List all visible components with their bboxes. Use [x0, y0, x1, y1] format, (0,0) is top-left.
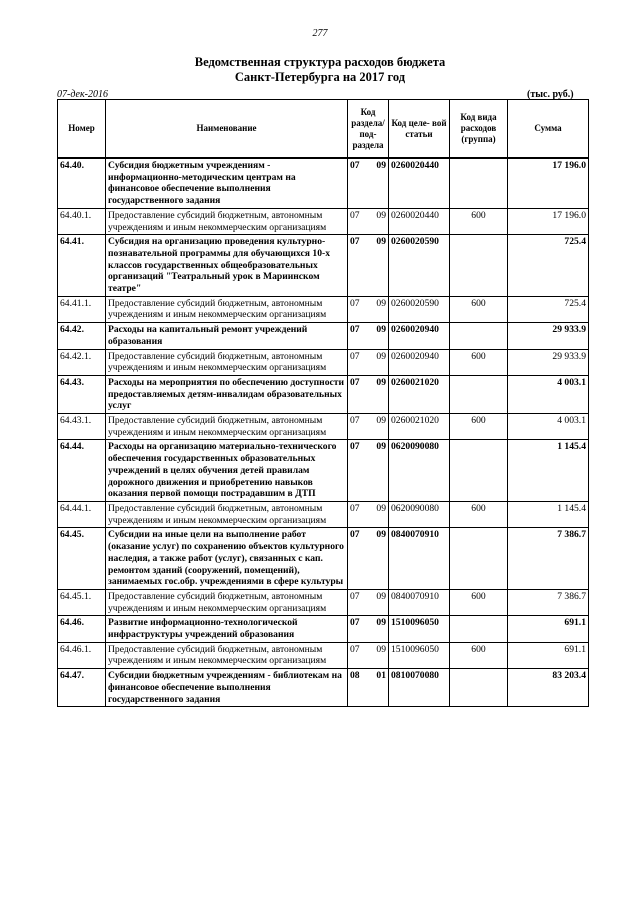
row-expense-type: 600	[450, 589, 508, 615]
col-header-type: Код вида расходов (группа)	[450, 100, 508, 159]
row-name: Предоставление субсидий бюджетным, автономным учреждениям и иным некоммерческим организациям	[106, 642, 348, 668]
row-number: 64.42.1.	[58, 349, 106, 375]
row-article-code: 0810070080	[389, 669, 450, 707]
subsection-code: 09	[376, 502, 386, 514]
row-expense-type: 600	[450, 208, 508, 234]
section-code: 07	[350, 209, 360, 221]
row-name: Субсидии на иные цели на выполнение работ (оказание услуг) по сохранению объектов культурного наследия, а также работ (услуг), связанных с кап. ремонтом зданий (сооружений, помещений), занимаемых гос.обр. учреждениями в сфере культуры	[106, 528, 348, 590]
row-expense-type: 600	[450, 642, 508, 668]
row-number: 64.46.1.	[58, 642, 106, 668]
row-number: 64.41.1.	[58, 296, 106, 322]
row-name: Расходы на капитальный ремонт учреждений образования	[106, 323, 348, 349]
subsection-code: 09	[376, 415, 386, 427]
row-sum: 725.4	[508, 235, 589, 297]
table-row	[58, 349, 589, 375]
row-name: Предоставление субсидий бюджетным, автономным учреждениям и иным некоммерческим организациям	[106, 501, 348, 527]
row-article-code: 0840070910	[389, 589, 450, 615]
col-header-number: Номер	[58, 100, 106, 159]
row-expense-type: 600	[450, 349, 508, 375]
row-sum: 83 203.4	[508, 669, 589, 707]
row-number: 64.44.	[58, 440, 106, 502]
title-line-2: Санкт-Петербурга на 2017 год	[234, 70, 406, 84]
table-row	[58, 235, 589, 297]
col-header-sum: Сумма	[508, 100, 589, 159]
row-section-code	[348, 440, 389, 502]
table-header-row	[58, 100, 589, 159]
row-section-code	[348, 589, 389, 615]
row-section-code	[348, 296, 389, 322]
row-expense-type	[450, 669, 508, 707]
row-article-code: 0620090080	[389, 501, 450, 527]
row-sum: 691.1	[508, 642, 589, 668]
row-section-code	[348, 642, 389, 668]
row-sum: 17 196.0	[508, 208, 589, 234]
row-number: 64.43.1.	[58, 414, 106, 440]
section-code: 07	[350, 529, 360, 541]
units-label: (тыс. руб.)	[527, 89, 574, 100]
col-header-article: Код целе- вой статьи	[389, 100, 450, 159]
subsection-code: 09	[376, 350, 386, 362]
row-article-code: 0840070910	[389, 528, 450, 590]
subsection-code: 09	[376, 324, 386, 336]
row-section-code	[348, 375, 389, 413]
document-date: 07-дек-2016	[57, 89, 108, 100]
row-expense-type: 600	[450, 296, 508, 322]
row-article-code: 0260020590	[389, 235, 450, 297]
table-row	[58, 323, 589, 349]
row-name: Субсидии бюджетным учреждениям - библиотекам на финансовое обеспечение выполнения государственного задания	[106, 669, 348, 707]
row-article-code: 0260020940	[389, 349, 450, 375]
section-code: 07	[350, 617, 360, 629]
table-row	[58, 158, 589, 208]
row-number: 64.44.1.	[58, 501, 106, 527]
table-row	[58, 589, 589, 615]
row-section-code	[348, 669, 389, 707]
section-code: 07	[350, 415, 360, 427]
row-article-code: 0260020590	[389, 296, 450, 322]
row-number: 64.45.	[58, 528, 106, 590]
row-section-code	[348, 616, 389, 642]
budget-table	[57, 99, 589, 707]
section-code: 07	[350, 643, 360, 655]
table-row	[58, 440, 589, 502]
row-expense-type	[450, 235, 508, 297]
row-expense-type	[450, 616, 508, 642]
row-expense-type	[450, 323, 508, 349]
page-number: 277	[312, 28, 328, 39]
row-section-code	[348, 235, 389, 297]
section-code: 08	[350, 670, 360, 682]
subsection-code: 01	[376, 670, 386, 682]
subsection-code: 09	[376, 590, 386, 602]
section-code: 07	[350, 376, 360, 388]
table-row	[58, 616, 589, 642]
row-sum: 29 933.9	[508, 323, 589, 349]
section-code: 07	[350, 441, 360, 453]
row-number: 64.47.	[58, 669, 106, 707]
row-expense-type	[450, 158, 508, 208]
table-row	[58, 501, 589, 527]
row-name: Расходы на мероприятия по обеспечению доступности предоставляемых детям-инвалидам образовательных услуг	[106, 375, 348, 413]
row-sum: 7 386.7	[508, 528, 589, 590]
section-code: 07	[350, 590, 360, 602]
subsection-code: 09	[376, 441, 386, 453]
row-sum: 691.1	[508, 616, 589, 642]
section-code: 07	[350, 324, 360, 336]
row-number: 64.45.1.	[58, 589, 106, 615]
row-expense-type	[450, 440, 508, 502]
row-name: Расходы на организацию материально-технического обеспечения государственных образовательных учреждений в целях обучения детей правилам дорожного движения и приобретению навыков оказания первой помощи пострадавшим в ДТП	[106, 440, 348, 502]
row-section-code	[348, 323, 389, 349]
col-header-name: Наименование	[106, 100, 348, 159]
row-expense-type	[450, 375, 508, 413]
row-expense-type: 600	[450, 414, 508, 440]
table-row	[58, 414, 589, 440]
row-section-code	[348, 528, 389, 590]
row-section-code	[348, 208, 389, 234]
col-header-section: Код раздела/ под- раздела	[348, 100, 389, 159]
table-row	[58, 528, 589, 590]
row-section-code	[348, 158, 389, 208]
subsection-code: 09	[376, 376, 386, 388]
row-name: Предоставление субсидий бюджетным, автономным учреждениям и иным некоммерческим организациям	[106, 349, 348, 375]
row-number: 64.41.	[58, 235, 106, 297]
table-body	[58, 158, 589, 707]
table-row	[58, 375, 589, 413]
row-section-code	[348, 501, 389, 527]
row-sum: 725.4	[508, 296, 589, 322]
subsection-code: 09	[376, 209, 386, 221]
table-row	[58, 208, 589, 234]
subsection-code: 09	[376, 643, 386, 655]
row-name: Развитие информационно-технологической инфраструктуры учреждений образования	[106, 616, 348, 642]
title-line-1: Ведомственная структура расходов бюджета	[194, 55, 446, 69]
section-code: 07	[350, 502, 360, 514]
row-sum: 4 003.1	[508, 414, 589, 440]
row-name: Субсидия бюджетным учреждениям - информационно-методическим центрам на финансовое обеспечение выполнения государственного задания	[106, 158, 348, 208]
row-name: Субсидия на организацию проведения культурно-познавательной программы для обучающихся 10-х классов государственных общеобразовательных организаций "Театральный урок в Мариинском театре"	[106, 235, 348, 297]
row-sum: 29 933.9	[508, 349, 589, 375]
subsection-code: 09	[376, 236, 386, 248]
row-article-code: 0620090080	[389, 440, 450, 502]
row-name: Предоставление субсидий бюджетным, автономным учреждениям и иным некоммерческим организациям	[106, 208, 348, 234]
row-article-code: 0260021020	[389, 375, 450, 413]
table-row	[58, 642, 589, 668]
row-number: 64.40.	[58, 158, 106, 208]
section-code: 07	[350, 297, 360, 309]
row-article-code: 1510096050	[389, 616, 450, 642]
row-expense-type: 600	[450, 501, 508, 527]
row-sum: 17 196.0	[508, 158, 589, 208]
row-sum: 1 145.4	[508, 440, 589, 502]
row-article-code: 0260020440	[389, 158, 450, 208]
subsection-code: 09	[376, 160, 386, 171]
row-expense-type	[450, 528, 508, 590]
row-article-code: 0260020440	[389, 208, 450, 234]
row-section-code	[348, 349, 389, 375]
row-article-code: 0260020940	[389, 323, 450, 349]
row-sum: 7 386.7	[508, 589, 589, 615]
document-title	[0, 55, 640, 85]
row-sum: 4 003.1	[508, 375, 589, 413]
row-name: Предоставление субсидий бюджетным, автономным учреждениям и иным некоммерческим организациям	[106, 296, 348, 322]
subsection-code: 09	[376, 529, 386, 541]
subsection-code: 09	[376, 617, 386, 629]
subsection-code: 09	[376, 297, 386, 309]
row-number: 64.42.	[58, 323, 106, 349]
row-sum: 1 145.4	[508, 501, 589, 527]
row-article-code: 0260021020	[389, 414, 450, 440]
table-row	[58, 296, 589, 322]
row-number: 64.40.1.	[58, 208, 106, 234]
row-section-code	[348, 414, 389, 440]
row-name: Предоставление субсидий бюджетным, автономным учреждениям и иным некоммерческим организациям	[106, 589, 348, 615]
table-row	[58, 669, 589, 707]
row-article-code: 1510096050	[389, 642, 450, 668]
row-number: 64.46.	[58, 616, 106, 642]
row-name: Предоставление субсидий бюджетным, автономным учреждениям и иным некоммерческим организациям	[106, 414, 348, 440]
section-code: 07	[350, 236, 360, 248]
row-number: 64.43.	[58, 375, 106, 413]
section-code: 07	[350, 350, 360, 362]
section-code: 07	[350, 160, 360, 171]
